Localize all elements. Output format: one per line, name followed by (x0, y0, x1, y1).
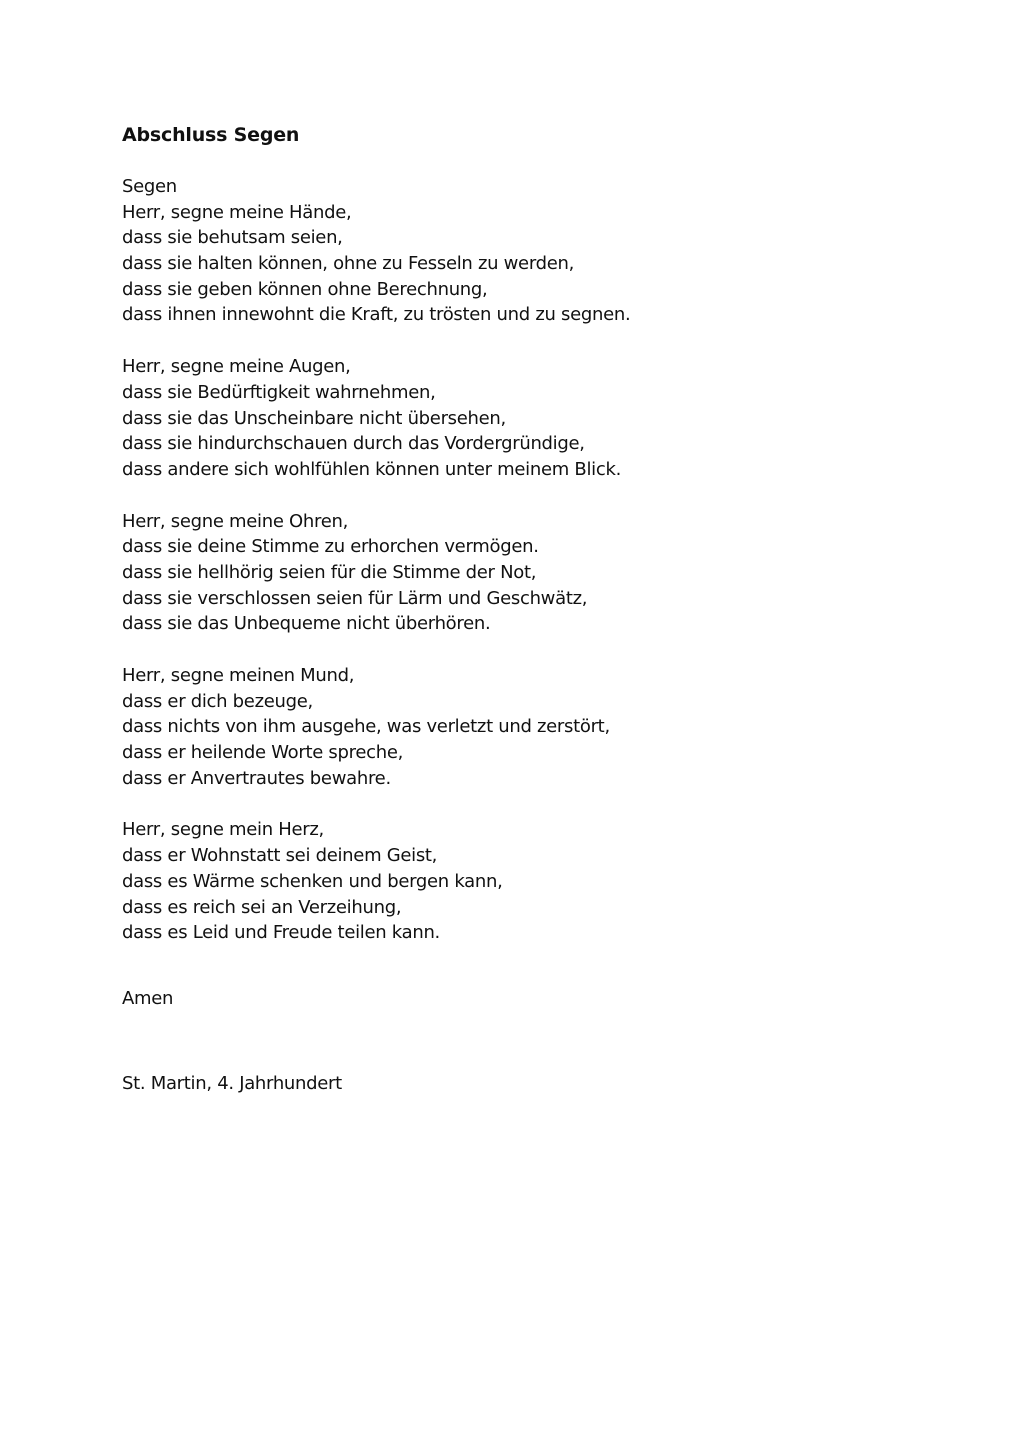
stanza-4 (122, 663, 942, 791)
closing-amen: Amen (122, 987, 174, 1009)
stanza-line: dass nichts von ihm ausgehe, was verletzt und zerstört, (122, 716, 610, 738)
stanza-line: Herr, segne mein Herz, (122, 819, 324, 841)
stanza-line: dass sie das Unscheinbare nicht übersehen, (122, 407, 506, 429)
stanza-line: dass sie Bedürftigkeit wahrnehmen, (122, 381, 436, 403)
stanza-line: dass sie das Unbequeme nicht überhören. (122, 613, 491, 635)
stanza-line: dass sie halten können, ohne zu Fesseln zu werden, (122, 253, 575, 275)
stanza-line: dass es reich sei an Verzeihung, (122, 896, 402, 918)
stanza-line: dass sie verschlossen seien für Lärm und Geschwätz, (122, 587, 588, 609)
stanza-line: dass sie hellhörig seien für die Stimme der Not, (122, 561, 537, 583)
stanza-5 (122, 817, 942, 945)
document-page (122, 122, 942, 1096)
stanza-line: dass er Anvertrautes bewahre. (122, 767, 391, 789)
stanza-line: Herr, segne meine Augen, (122, 356, 351, 378)
stanza-line: dass es Wärme schenken und bergen kann, (122, 870, 503, 892)
stanza-line: dass sie hindurchschauen durch das Vordergründige, (122, 433, 585, 455)
attribution: St. Martin, 4. Jahrhundert (122, 1072, 342, 1094)
stanza-line: Herr, segne meine Ohren, (122, 510, 349, 532)
document-title: Abschluss Segen (122, 124, 300, 146)
stanza-line: dass er heilende Worte spreche, (122, 742, 404, 764)
stanza-1 (122, 200, 942, 328)
stanza-line: Herr, segne meine Hände, (122, 201, 352, 223)
stanza-line: Herr, segne meinen Mund, (122, 665, 355, 686)
stanza-3 (122, 509, 942, 637)
stanza-line: dass sie geben können ohne Berechnung, (122, 278, 488, 300)
stanza-line: dass sie deine Stimme zu erhorchen vermögen. (122, 536, 539, 558)
stanza-line: dass es Leid und Freude teilen kann. (122, 922, 440, 944)
stanza-line: dass sie behutsam seien, (122, 227, 343, 249)
stanza-2 (122, 354, 942, 482)
stanza-line: dass er dich bezeuge, (122, 690, 313, 712)
stanza-line: dass ihnen innewohnt die Kraft, zu trösten und zu segnen. (122, 304, 631, 326)
stanza-line: dass andere sich wohlfühlen können unter meinem Blick. (122, 458, 622, 480)
stanza-line: dass er Wohnstatt sei deinem Geist, (122, 845, 438, 867)
intro-line: Segen (122, 176, 177, 197)
